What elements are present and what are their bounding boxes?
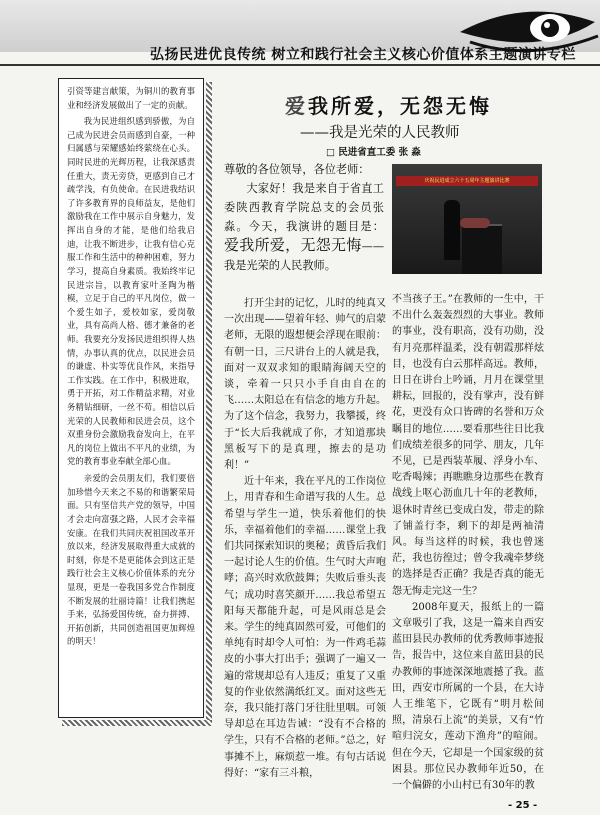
column-title: 弘扬民进优良传统 树立和践行社会主义核心价值体系主题演讲专栏 <box>150 47 576 63</box>
speech-title-emphasis: 爱我所爱，无怨无悔 <box>224 236 362 254</box>
podium-flowers <box>460 218 490 228</box>
header-rule <box>0 64 600 66</box>
intro-text: 大家好！我是来自于省直工委陕西教育学院总支的会员张淼。今天，我演讲的题目是： <box>224 182 384 233</box>
body-paragraph: 不当孩子王。”在教师的一生中，干不出什么轰轰烈烈的大事业。教师的事业，没有职高，没有功勋，没有月亮那样温柔，没有朝霞那样炫目，也没有白云那样高远。教师，日日在讲台上吟诵，月月在课堂里耕耘，回报的，没有掌声，没有鲜花，更没有众口皆碑的名誉和万众瞩目的地位……要看那些往日比我们成绩差很多的同学、朋友，几年不见，已是西装革履、浮身小车、吃香喝辣；再瞧瞧身边那些在教育战线上呕心沥血几十年的老教师，退休时青丝已变成白发，带走的除了铺盖行李，剩下的却是两袖清风。每当这样的时候，我也曾迷茫，我也彷徨过；曾令我魂牵梦绕的选择是否正确？我是否真的能无怨无悔走完这一生？ <box>392 294 544 597</box>
article-column-intro <box>224 160 384 275</box>
podium <box>462 224 502 274</box>
sidebar-paragraph: 亲爱的会员朋友们，我们要倍加珍惜今天来之不易的和谐繁荣局面。只有坚信共产党的领导，中国才会走向富强之路，人民才会幸福安康。在我们共同庆祝祖国改革开放以来，经济发展取得重大成就的时刻，你是不是更能体会到这正是践行社会主义核心价值体系的充分显现，更是一卷我国多党合作制度不断发展的壮丽诗篇！让我们携起手来，弘扬爱国传统，奋力拼搏、开拓创新，共同创造祖国更加辉煌的明天！ <box>67 473 195 647</box>
intro-text-end: ——我是光荣的人民教师。 <box>224 240 384 272</box>
sidebar-shadow <box>206 82 212 724</box>
photo-banner: 庆祝民进成立六十五周年主题演讲比赛 <box>396 176 538 186</box>
body-paragraph: 2008年夏天，报纸上的一篇文章吸引了我，这是一篇来自西安蓝田县民办教师的优秀教师事迹报告，报告中，这位来自蓝田县的民办教师的事迹深深地震撼了我。蓝田，西安市所属的一个县，在大诗人王维笔下，它既有“明月松间照，清泉石上流”的美景，又有“竹喧归浣女，莲动下渔舟”的喧闹。但在今天，它却是一个国家级的贫困县。那位民办教师年近50，在一个偏僻的小山村已有30年的教 <box>392 601 544 792</box>
title-decor-glyph: 爱 <box>285 94 308 118</box>
body-paragraph: 近十年来，我在平凡的工作岗位上，用青春和生命谱写我的人生。总希望与学生一道，快乐着他们的快乐，幸福着他们的幸福……课堂上我们共同探索知识的奥秘；黄昏后我们一起讨论人生的价值。生气时大声咆哮；高兴时欢欣鼓舞；失败后垂头丧气；成功时喜笑颜开……我总希望五阳每天都能升起，可是风雨总是会来。学生的纯真固然可爱，可他们的单纯有时却令人可怕：为一件鸡毛蒜皮的小事大打出手；强调了一遍又一遍的常规却总有人违反；重复了又重复的作业依然满纸红叉。面对这些无奈，我只能打落门牙往肚里咽。可领导却总在耳边告诫：“没有不合格的学生，只有不合格的老师。”总之，好事摊不上，麻烦惹一堆。有句古话说得好：“家有三斗粮， <box>224 476 386 779</box>
article-column-2 <box>224 296 386 782</box>
sidebar-shadow <box>62 720 212 726</box>
body-paragraph: 打开尘封的记忆，儿时的纯真又一次出现——望着年轻、帅气的启蒙老师，无限的遐想便会浮现在眼前：有朝一日，三尺讲台上的人就是我，面对一双双求知的眼睛海阔天空的谈，牵着一只只小手自由自在的飞……太阳总在有信念的地方升起。为了这个信念，我努力，我攀援，终于“长大后我就成了你，才知道那块黑板写下的是真理，擦去的是功利！” <box>224 298 386 472</box>
intro-paragraph <box>224 179 384 275</box>
article-byline: □ 民进省直工委 张 淼 <box>326 147 421 158</box>
sidebar-continuation <box>58 78 204 718</box>
page-number: - 25 - <box>508 800 538 811</box>
article-column-3 <box>392 292 544 794</box>
sidebar-paragraph: 引资等建言献策，为铜川的教育事业和经济发展做出了一定的贡献。 <box>67 86 195 110</box>
speaker-figure <box>444 200 460 260</box>
speech-photo <box>392 164 542 274</box>
greeting: 尊敬的各位领导，各位老师： <box>224 163 370 176</box>
sidebar-paragraph: 我为民进组织感到骄傲，为自己成为民进会员而感到自豪，一种归属感与荣耀感始终萦绕在心头。同时民进的光辉历程，让我深感责任重大，责无旁贷，更感到自己才疏学浅，有负使命。在民进我结识了许多教育界的良师益友，是他们激励我在工作中展示自身魅力，发挥出自身的才能，是他们给我启迪，让我不断进步，让我有信心克服工作和生活中的种种困难，努力学习，提高自身素质。我始终牢记民进宗旨，以教育家叶圣陶为楷模，立足于自己的平凡岗位，做一个爱生如子，爱校如家，爱岗敬业，具有高尚人格、德才兼备的老师。我要充分发扬民进组织得人热情，办事认真的优点，以民进会员的谦虚、朴实等优良作风，来指导工作实践。在工作中，积极进取，勇于开拓，对工作精益求精，对业务精钻细研，一丝不苟。相信以后光荣的人民教师和民进会员，这个双重身份会激励我奋发向上，在平凡的岗位上做出不平凡的业绩，为党的教育事业奉献全部心血。 <box>67 116 195 467</box>
title-text: 我所爱，无怨无悔 <box>308 94 492 118</box>
article-subtitle: ——我是光荣的人民教师 <box>300 125 460 141</box>
article-title <box>285 90 492 119</box>
page-header <box>0 0 600 68</box>
